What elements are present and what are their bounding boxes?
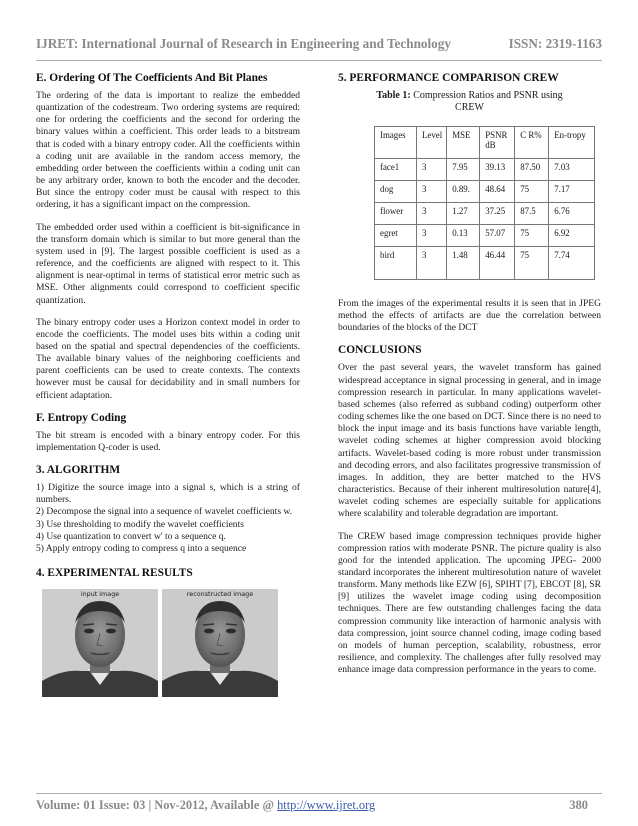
table-cell: 3	[417, 203, 447, 225]
running-header	[36, 36, 602, 56]
table-row	[375, 181, 595, 203]
table-row	[375, 225, 595, 247]
table-cell: 3	[417, 181, 447, 203]
section-f-paragraph: The bit stream is encoded with a binary entropy coder. For this implementation Q-coder is used.	[36, 429, 300, 453]
conclusions-paragraph-2: The CREW based image compression techniques provide higher compression ratios with moderate PSNR. The picture quality is also good for the intended application. The upcoming JPEG- 2000 standard incorporates the inherent multiresolution nature of wavelet transform. Many methods like EZW [6], SPIHT [7], EBCOT [8], SR [9] utilizes the wavelet image coding using decomposition techniques. There are few outstanding challenges facing the data compression community like interaction of harmonic analysis with data compression, joint source channel coding, image coding based on models of human perception, scalability, robustness, error resilience, and complexity. The challenges after fully resolved may enhance image data compression performance in the years to come.	[338, 530, 601, 676]
section-f-title: F. Entropy Coding	[36, 411, 127, 424]
table-cell: 7.17	[549, 181, 595, 203]
section-e-paragraph-2: The embedded order used within a coefficient is bit-significance in the transform domain which is similar to but more general than the system used in [9]. The largest possible coefficient is used as a reference, and the coefficients are aligned with respect to it. This alignment is near-optimal in terms of statistical error metric such as MSE. Other alignments could correspond to coefficient specific quantization.	[36, 221, 300, 306]
table-cell: egret	[375, 225, 417, 247]
table-cell: 39.13	[480, 159, 515, 181]
algorithm-step: 5) Apply entropy coding to compress q into a sequence	[36, 542, 247, 554]
table-row	[375, 247, 595, 280]
page-number: 380	[569, 798, 588, 812]
table-cell: face1	[375, 159, 417, 181]
table-cell: 87.5	[515, 203, 549, 225]
table-header-cell: C R%	[515, 127, 549, 159]
table-caption-label: Table 1:	[376, 90, 411, 101]
table-header-cell: PSNR dB	[480, 127, 515, 159]
table-header-cell: Level	[417, 127, 447, 159]
table-cell: 37.25	[480, 203, 515, 225]
table-cell: 75	[515, 225, 549, 247]
table-cell: flower	[375, 203, 417, 225]
table-cell: 0.89.	[447, 181, 480, 203]
table-row	[375, 203, 595, 225]
table-cell: 0.13	[447, 225, 480, 247]
table-cell: bird	[375, 247, 417, 280]
journal-title: IJRET: International Journal of Research in Engineering and Technology	[36, 36, 451, 51]
volume-info	[36, 798, 375, 813]
algorithm-steps	[36, 482, 300, 555]
table-caption-text: Compression Ratios and PSNR using	[413, 90, 563, 101]
conclusions-paragraph-1: Over the past several years, the wavelet transform has gained widespread acceptance in signal processing in general, and in image compression research in particular. In many applications wavelet-based schemes (also referred as subband coding) outperform other coding schemes like the one based on DCT. Since there is no need to block the input image and its basis functions have variable length, wavelet coding schemes at higher compression avoid blocking artifacts. Wavelet-based coding is more robust under transmission and decoding errors, and also facilitates progressive transmission of images. In addition, they are better matched to the HVS characteristics. Because of their inherent multiresolution nature[4], wavelet coding schemes are especially suitable for applications where scalability and tolerable degradation are important.	[338, 362, 601, 520]
table-cell: 1.27	[447, 203, 480, 225]
table-header-cell: MSE	[447, 127, 480, 159]
section-5-title: 5. PERFORMANCE COMPARISON CREW	[338, 72, 559, 84]
table-cell: 1.48	[447, 247, 480, 280]
table-cell: 75	[515, 247, 549, 280]
table-header-row	[375, 127, 595, 159]
experimental-figure	[36, 589, 300, 699]
volume-text: Volume: 01 Issue: 03 | Nov-2012, Available @	[36, 798, 278, 812]
table-cell: 7.74	[549, 247, 595, 280]
face-photo-icon	[42, 589, 158, 697]
section-e-paragraph-3: The binary entropy coder uses a Horizon context model in order to encode the coefficients. The model uses bits within a coding unit based on the spatial and spectral dependencies of the coefficients. The available binary values of the neighboring coefficients and parent coefficients can be used to create contexts. The contexts however must be causal for decidability and in small numbers for efficient adaptation.	[36, 316, 300, 401]
section-e-title: E. Ordering Of The Coefficients And Bit Planes	[36, 72, 268, 84]
table-cell: 7.03	[549, 159, 595, 181]
table-cell: 3	[417, 247, 447, 280]
table-caption	[338, 90, 601, 114]
table-cell: 57.07	[480, 225, 515, 247]
table-cell: 87.50	[515, 159, 549, 181]
section-4-title: 4. EXPERIMENTAL RESULTS	[36, 567, 193, 579]
left-column	[36, 72, 300, 699]
table-cell: 48.64	[480, 181, 515, 203]
input-image	[42, 589, 158, 697]
algorithm-step: 3) Use thresholding to modify the wavelet coefficients	[36, 518, 244, 530]
table-cell: 3	[417, 159, 447, 181]
table-cell: 6.92	[549, 225, 595, 247]
after-table-paragraph: From the images of the experimental results it is seen that in JPEG method the effects of artifacts are due the correlation between boundaries of the blocks of the DCT	[338, 298, 601, 334]
table-cell: 3	[417, 225, 447, 247]
table-header-cell: En-tropy	[549, 127, 595, 159]
table-cell: 46.44	[480, 247, 515, 280]
section-3-title: 3. ALGORITHM	[36, 464, 121, 477]
footer-divider	[36, 793, 602, 794]
algorithm-step: 4) Use quantization to convert w' to a sequence q.	[36, 530, 226, 542]
header-divider	[36, 60, 602, 61]
issn: ISSN: 2319-1163	[508, 36, 602, 51]
section-e-paragraph-1: The ordering of the data is important to realize the embedded quantization of the codestream. Two ordering systems are required: one for ordering the coefficients and the second for ordering the binary values within a coefficient. This order leads to a bitstream that is coded with a binary entropy coder. All the coefficients within a coding unit are available in the random access memory, the embedding order between the coefficients within a coding unit can be any arbitrary order, known to both the encoder and the decoder. But since the entropy coder must be causal with respect to this ordering, it has a significant impact on the compression.	[36, 90, 300, 211]
conclusions-title: CONCLUSIONS	[338, 344, 422, 357]
table-caption-text-2: CREW	[455, 102, 484, 113]
algorithm-step: 2) Decompose the signal into a sequence of wavelet coefficients w.	[36, 506, 293, 518]
running-footer	[36, 798, 602, 814]
face-photo-icon	[162, 589, 278, 697]
input-image-label: input image	[80, 590, 120, 598]
table-cell: dog	[375, 181, 417, 203]
journal-link[interactable]: http://www.ijret.org	[277, 798, 376, 812]
table-cell: 7.95	[447, 159, 480, 181]
algorithm-step: 1) Digitize the source image into a signal s, which is a string of numbers.	[36, 482, 300, 506]
right-column	[338, 72, 601, 686]
results-table	[374, 126, 595, 280]
reconstructed-image	[162, 589, 278, 697]
table-cell: 75	[515, 181, 549, 203]
table-row	[375, 159, 595, 181]
reconstructed-image-label: reconstructed image	[186, 590, 254, 598]
table-header-cell: Images	[375, 127, 417, 159]
table-cell: 6.76	[549, 203, 595, 225]
